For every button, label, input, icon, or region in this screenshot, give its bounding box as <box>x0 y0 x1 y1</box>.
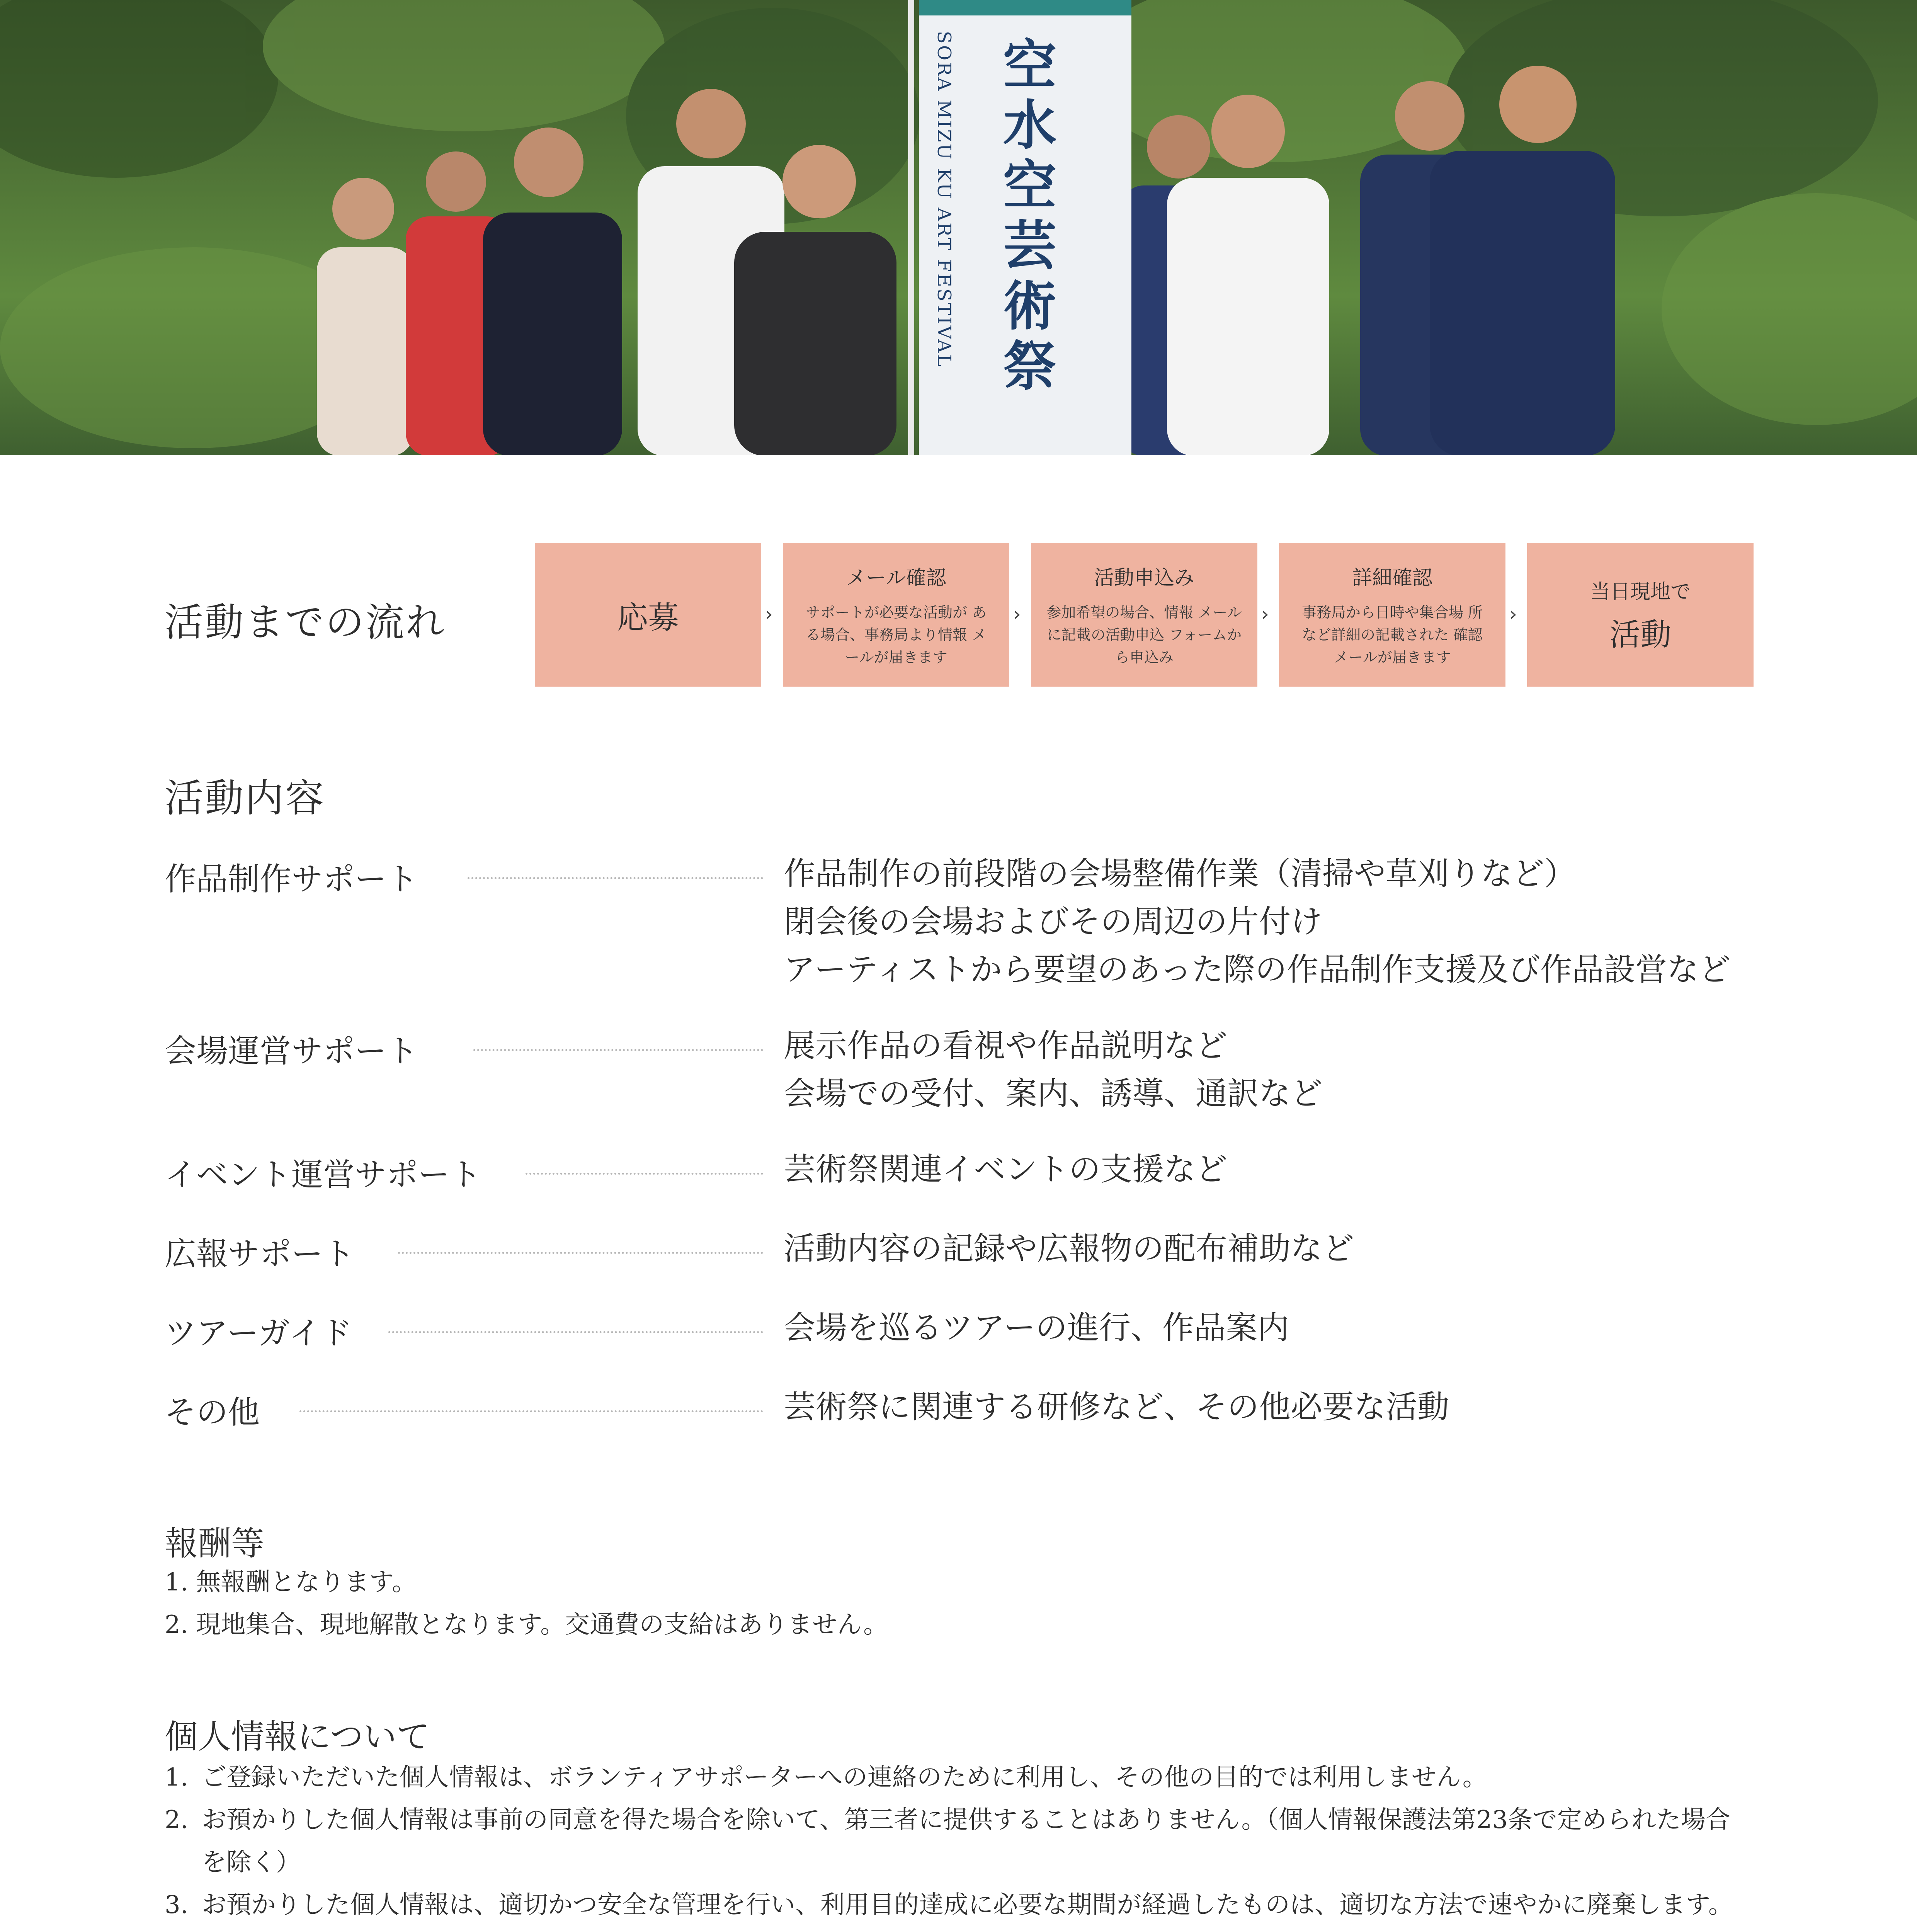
activity-line: アーティストから要望のあった際の作品制作支援及び作品設営など <box>784 951 1731 988</box>
leader-dots <box>468 877 763 879</box>
activity-line: 活動内容の記録や広報物の配布補助など <box>784 1230 1354 1267</box>
flow-step-activity <box>1527 543 1754 687</box>
activity-line: 展示作品の看視や作品説明など <box>784 1027 1228 1064</box>
flow-title: 活動までの流れ <box>165 600 446 645</box>
item-text: お預かりした個人情報は事前の同意を得た場合を除いて、第三者に提供することはありません。（個人情報保護法第23条で定められた場合を除く） <box>202 1806 1730 1877</box>
banner-subtitle: SORA MIZU KU ART FESTIVAL <box>933 31 955 368</box>
activity-label: イベント運営サポート <box>165 1156 482 1193</box>
flow-step-apply <box>535 543 761 687</box>
reward-title: 報酬等 <box>165 1524 264 1563</box>
leader-dots <box>526 1173 763 1175</box>
flow-step-prefix: 当日現地で <box>1590 580 1691 604</box>
activity-label: ツアーガイド <box>165 1315 352 1352</box>
activity-label: 作品制作サポート <box>165 861 418 898</box>
chevron-right-icon: › <box>1509 603 1517 625</box>
leader-dots <box>473 1049 763 1051</box>
privacy-title: 個人情報について <box>165 1718 430 1756</box>
leader-dots <box>299 1410 763 1412</box>
hero-photo <box>0 0 1917 455</box>
activity-label: 広報サポート <box>165 1236 355 1272</box>
flow-step-entry <box>1031 543 1257 687</box>
flow-step-label: 応募 <box>617 599 679 636</box>
flow-step-detail <box>1279 543 1505 687</box>
activity-line: 作品制作の前段階の会場整備作業（清掃や草刈りなど） <box>784 855 1576 892</box>
chevron-right-icon: › <box>1013 603 1021 625</box>
activity-line: 会場での受付、案内、誘導、通訳など <box>784 1075 1323 1112</box>
flow-step-mail <box>783 543 1009 687</box>
privacy-item <box>165 1756 1749 1799</box>
reward-item: 2. 現地集合、現地解散となります。交通費の支給はありません。 <box>165 1611 888 1639</box>
activity-label: 会場運営サポート <box>165 1033 418 1070</box>
flow-step-desc: サポートが必要な活動が ある場合、事務局より情報 メールが届きます <box>805 604 987 666</box>
leader-dots <box>398 1252 763 1254</box>
activity-line: 会場を巡るツアーの進行、作品案内 <box>784 1310 1289 1346</box>
banner-title: 空水空芸術祭 <box>1003 33 1056 398</box>
item-number: 2. <box>165 1806 189 1834</box>
privacy-item <box>165 1799 1749 1884</box>
flow-step-desc: 参加希望の場合、情報 メールに記載の活動申込 フォームから申込み <box>1046 604 1242 666</box>
reward-item: 1. 無報酬となります。 <box>165 1568 417 1597</box>
flow-step-desc: 事務局から日時や集合場 所など詳細の記載された 確認メールが届きます <box>1301 604 1483 666</box>
leader-dots <box>388 1331 763 1333</box>
flow-step-label: 活動 <box>1609 617 1671 653</box>
activities-title: 活動内容 <box>165 776 325 821</box>
item-text: ご登録いただいた個人情報は、ボランティアサポーターへの連絡のために利用し、その他の目的では利用しません。 <box>202 1763 1487 1792</box>
flow-step-heading: 活動申込み <box>1094 566 1194 590</box>
chevron-right-icon: › <box>765 603 773 625</box>
flow-step-heading: メール確認 <box>846 566 946 590</box>
item-number: 3. <box>165 1891 189 1919</box>
hero-illustration <box>0 0 1917 455</box>
activity-line: 芸術祭関連イベントの支援など <box>784 1151 1228 1188</box>
activity-label: その他 <box>165 1394 260 1431</box>
flow-step-heading: 詳細確認 <box>1352 566 1432 590</box>
item-text: お預かりした個人情報は、適切かつ安全な管理を行い、利用目的達成に必要な期間が経過したものは、適切な方法で速やかに廃棄します。 <box>202 1891 1733 1919</box>
privacy-item <box>165 1884 1749 1926</box>
activity-line: 芸術祭に関連する研修など、その他必要な活動 <box>784 1389 1449 1425</box>
activity-line: 閉会後の会場およびその周辺の片付け <box>784 903 1323 940</box>
chevron-right-icon: › <box>1261 603 1269 625</box>
item-number: 1. <box>165 1763 189 1792</box>
